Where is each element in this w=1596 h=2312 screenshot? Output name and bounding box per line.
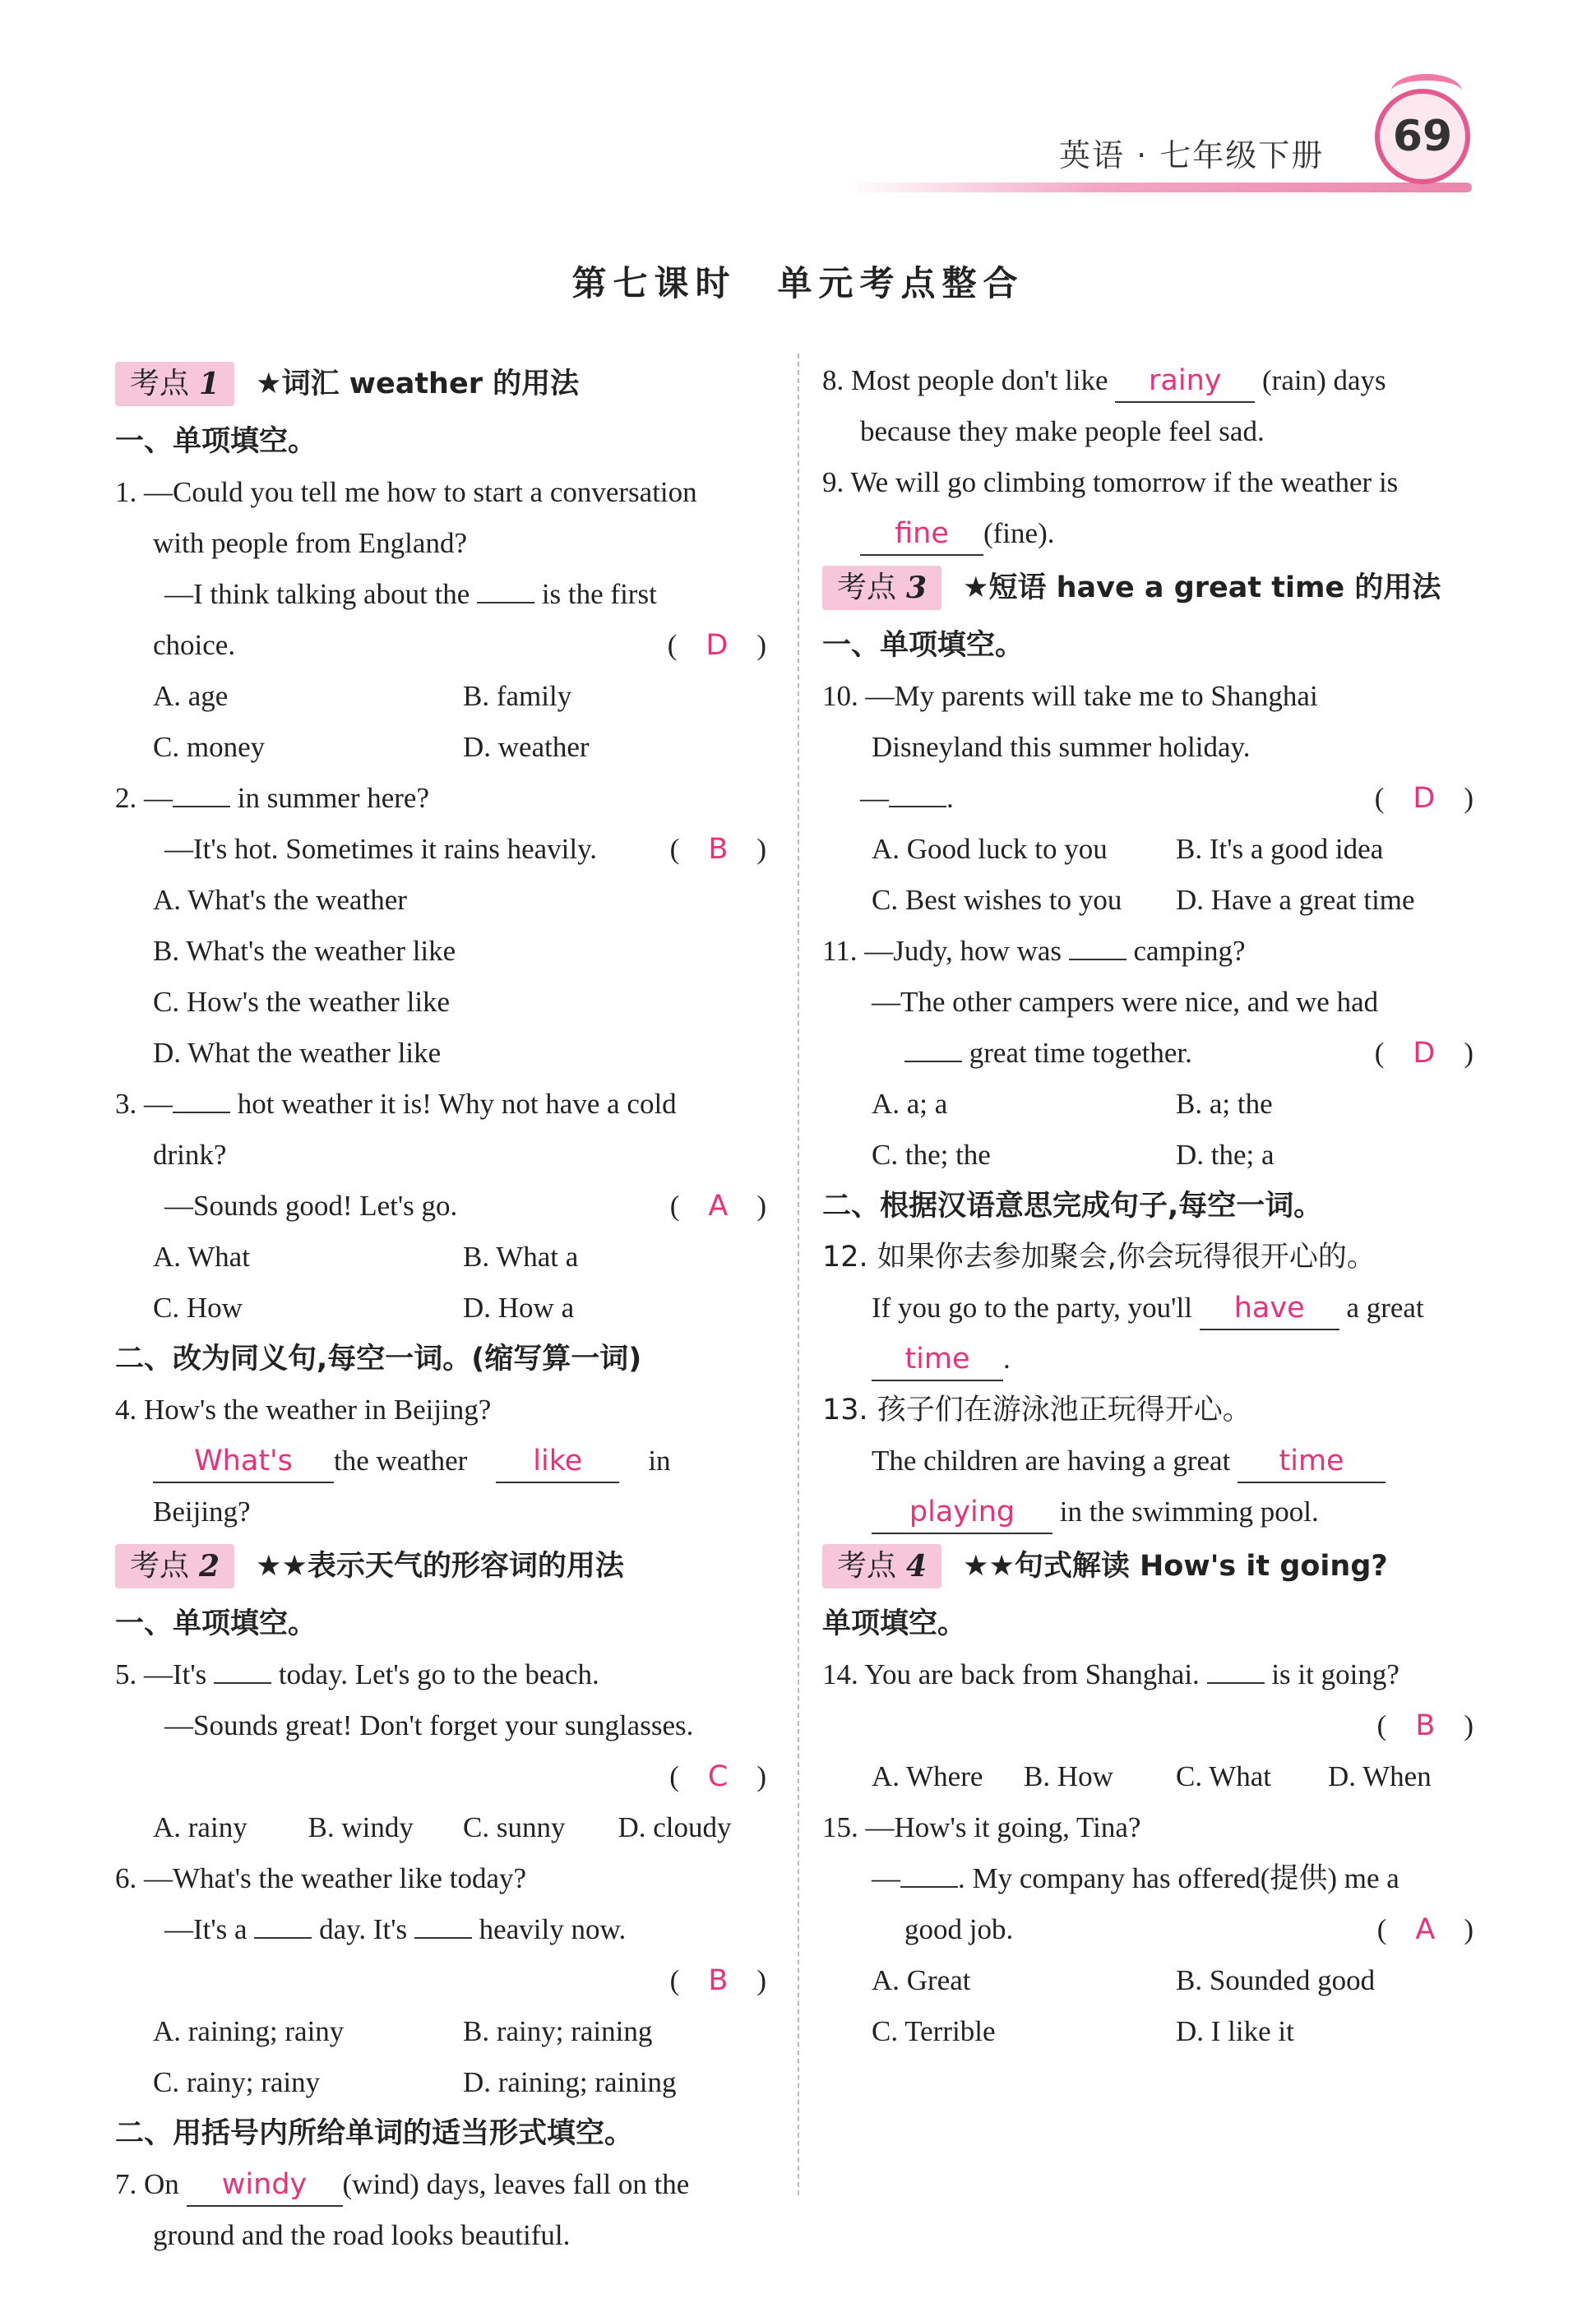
answer-choice: ( D ) [667, 629, 766, 662]
filled-answer: What's [153, 1440, 334, 1483]
filled-answer: time [1237, 1440, 1386, 1483]
section-heading: 二、改为同义句,每空一词。(缩写算一词) [115, 1343, 642, 1376]
section-heading: 一、单项填空。 [115, 425, 317, 458]
question-7: 7. On windy (wind) days, leaves fall on the ground and the road looks beautiful. [115, 2159, 773, 2261]
answer-blank [477, 582, 534, 603]
question-9: 9. We will go climbing tomorrow if the weather is fine (fine). [822, 457, 1480, 559]
answer-choice: ( D ) [1374, 1037, 1473, 1070]
kaodian-title: ★词汇 weather 的用法 [256, 368, 580, 400]
header-subject: 英语 · 七年级下册 [1059, 137, 1325, 173]
answer-blank [173, 786, 230, 807]
right-column [822, 355, 1480, 2057]
question-2: 2. — in summer here? —It's hot. Sometimes it rains heavily. ( B ) A. What's the weather B. What's the weather like C. How's the weather like D. What the weather like [115, 782, 766, 1069]
question-5: 5. —It's today. Let's go to the beach. —Sounds great! Don't forget your sunglasses. ( C ) A. rainy B. windy C. sunny D. cloudy [115, 1658, 766, 1843]
kaodian-2-heading [115, 1541, 773, 1592]
filled-answer: like [496, 1440, 619, 1483]
answer-choice: ( A ) [669, 1190, 766, 1223]
options: C. money D. weather [153, 731, 590, 763]
question-6: 6. —What's the weather like today? —It's a day. It's heavily now. ( B ) A. raining; rainy B. rainy; raining C. rainy; rainy D. raining; raining [115, 1862, 766, 2098]
answer-choice: ( D ) [1374, 782, 1473, 815]
kaodian-title: ★★句式解读 How's it going? [963, 1550, 1388, 1583]
question-3: 3. — hot weather it is! Why not have a cold drink? —Sounds good! Let's go. ( A ) A. What B. What a C. How D. How a [115, 1088, 766, 1324]
answer-blank [173, 1092, 230, 1113]
options: A. age B. family [153, 680, 572, 712]
question-15: 15. —How's it going, Tina? — . My company has offered(提供) me a good job. ( A ) A. Great B. Sounded good C. Terrible D. I like it [822, 1811, 1473, 2047]
column-divider [798, 354, 799, 2195]
question-14: 14. You are back from Shanghai. is it going? ( B ) A. Where B. How C. What D. When [822, 1658, 1473, 1792]
question-1: 1. —Could you tell me how to start a conversation with people from England? —I think talking about the is the first choice. ( D ) A. age B. family C. money D. weather [115, 467, 773, 773]
answer-blank [889, 786, 946, 807]
answer-choice: ( A ) [1376, 1913, 1473, 1946]
question-8: 8. Most people don't like rainy (rain) days because they make people feel sad. [822, 355, 1480, 457]
kaodian-badge: 考点 3 [822, 566, 941, 610]
kaodian-badge: 考点 2 [115, 1544, 234, 1588]
answer-choice: ( B ) [669, 1964, 766, 1997]
section-heading: 一、单项填空。 [115, 1607, 317, 1640]
answer-blank [900, 1866, 958, 1888]
answer-blank [1069, 939, 1126, 960]
section-heading: 二、根据汉语意思完成句子,每空一词。 [822, 1190, 1323, 1223]
page-number: 69 [1375, 89, 1470, 184]
filled-answer: fine [860, 513, 983, 556]
kaodian-title: ★★表示天气的形容词的用法 [256, 1550, 624, 1583]
answer-blank [414, 1917, 472, 1939]
filled-answer: have [1200, 1288, 1339, 1330]
answer-choice: ( B ) [1376, 1709, 1473, 1742]
question-13: 13. 孩子们在游泳池正玩得开心。 The children are having a great time playing in the swimming pool. [822, 1385, 1480, 1537]
filled-answer: playing [872, 1491, 1052, 1534]
left-column [115, 355, 773, 2261]
filled-answer: windy [187, 2164, 343, 2207]
header-band [847, 183, 1472, 192]
kaodian-3-heading [822, 562, 1480, 613]
question-11: 11. —Judy, how was camping? —The other campers were nice, and we had great time together. ( D ) A. a; a B. a; the C. the; the D. the; a [822, 935, 1473, 1171]
filled-answer: rainy [1115, 360, 1255, 403]
kaodian-badge: 考点 1 [115, 362, 234, 406]
answer-blank [214, 1662, 271, 1684]
section-heading: 一、单项填空。 [822, 629, 1025, 662]
answer-blank [904, 1041, 962, 1062]
section-heading: 单项填空。 [822, 1607, 967, 1640]
answer-choice: ( B ) [669, 833, 766, 866]
page-title: 第七课时 单元考点整合 [571, 263, 1025, 303]
section-heading: 二、用括号内所给单词的适当形式填空。 [115, 2117, 634, 2150]
kaodian-badge: 考点 4 [822, 1544, 941, 1588]
answer-choice: ( C ) [669, 1760, 766, 1793]
kaodian-4-heading [822, 1541, 1480, 1592]
question-4: 4. How's the weather in Beijing? What's the weather like in Beijing? [115, 1394, 671, 1528]
kaodian-1-heading [115, 358, 773, 409]
kaodian-title: ★短语 have a great time 的用法 [963, 571, 1441, 604]
answer-blank [1207, 1662, 1265, 1684]
question-12: 12. 如果你去参加聚会,你会玩得很开心的。 If you go to the party, you'll have a great time . [822, 1232, 1480, 1385]
filled-answer: time [872, 1339, 1003, 1381]
page-number-badge [1375, 89, 1467, 181]
question-10: 10. —My parents will take me to Shanghai Disneyland this summer holiday. — . ( D ) A. Good luck to you B. It's a good idea C. Best wishes to you D. Have a great time [822, 680, 1473, 916]
answer-blank [254, 1917, 312, 1939]
